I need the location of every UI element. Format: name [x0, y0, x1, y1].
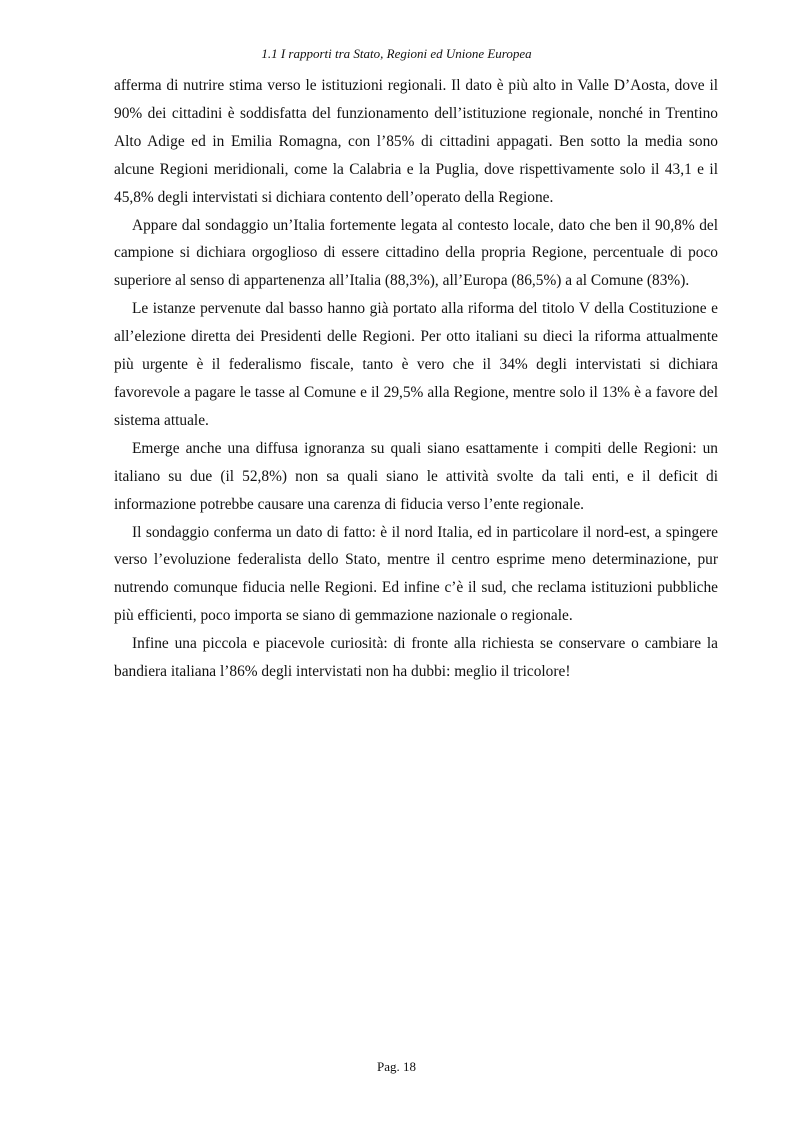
paragraph-fiscal-federalism: Le istanze pervenute dal basso hanno già portato alla riforma del titolo V della Costituzione e all’elezione diretta dei Presidenti delle Regioni. Per otto italiani su dieci la riforma attualmente più urgente è il federalismo fiscale, tanto è vero che il 34% degli intervistati si dichiara favorevole a pagare le tasse al Comune e il 29,5% alla Regione, mentre solo il 13% è a favore del sistema attuale.	[114, 300, 718, 429]
paragraph-continuation: afferma di nutrire stima verso le istituzioni regionali. Il dato è più alto in Valle D’Aosta, dove il 90% dei cittadini è soddisfatta del funzionamento dell’istituzione regionale, nonché in Trentino Alto Adige ed in Emilia Romagna, con l’85% di cittadini appagati. Ben sotto la media sono alcune Regioni meridionali, come la Calabria e la Puglia, dove rispettivamente solo il 43,1 e il 45,8% degli intervistati si dichiara contento dell’operato della Regione.	[114, 77, 718, 206]
paragraph-ignorance: Emerge anche una diffusa ignoranza su quali siano esattamente i compiti delle Regioni: un italiano su due (il 52,8%) non sa quali siano le attività svolte da tali enti, e il deficit di informazione potrebbe causare una carenza di fiducia verso l’ente regionale.	[114, 439, 718, 513]
running-header: 1.1 I rapporti tra Stato, Regioni ed Unione Europea	[261, 46, 532, 61]
body-text	[114, 72, 718, 686]
page-number: Pag. 18	[377, 1059, 416, 1074]
paragraph-north-south: Il sondaggio conferma un dato di fatto: è il nord Italia, ed in particolare il nord-est, a spingere verso l’evoluzione federalista dello Stato, mentre il centro esprime meno determinazione, pur nutrendo comunque fiducia nelle Regioni. Ed infine c’è il sud, che reclama istituzioni pubbliche più efficienti, poco importa se siano di gemmazione nazionale o regionale.	[114, 523, 718, 625]
paragraph-local-context: Appare dal sondaggio un’Italia fortemente legata al contesto locale, dato che ben il 90,8% del campione si dichiara orgoglioso di essere cittadino della propria Regione, percentuale di poco superiore al senso di appartenenza all’Italia (88,3%), all’Europa (86,5%) a al Comune (83%).	[114, 216, 718, 290]
paragraph-flag-curiosity: Infine una piccola e piacevole curiosità: di fronte alla richiesta se conservare o cambiare la bandiera italiana l’86% degli intervistati non ha dubbi: meglio il tricolore!	[114, 635, 718, 681]
